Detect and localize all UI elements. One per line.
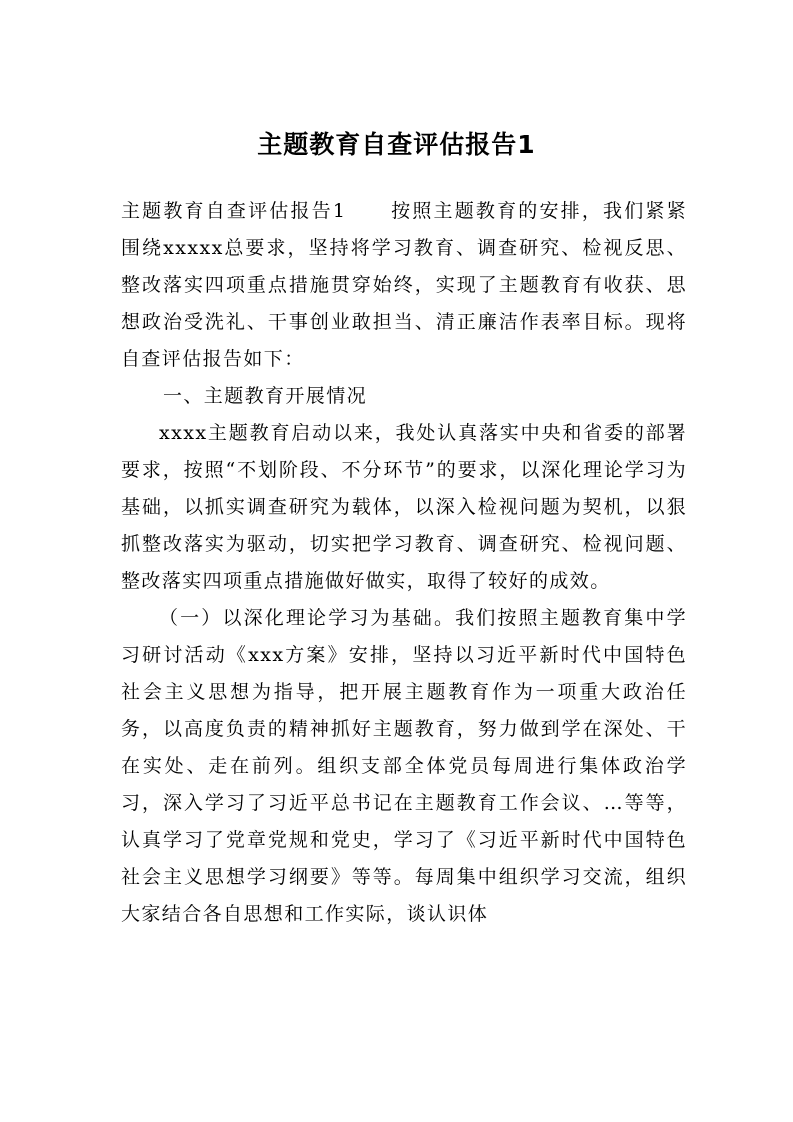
paragraph-1: xxxx主题教育启动以来，我处认真落实中央和省委的部署要求，按照“不划阶段、不分环节”的要求，以深化理论学习为基础，以抓实调查研究为载体，以深入检视问题为契机，以狠抓整改落实为驱动，切实把学习教育、调查研究、检视问题、整改落实四项重点措施做好做实，取得了较好的成效。: [121, 422, 687, 592]
document-title: 主题教育自查评估报告1: [257, 130, 536, 159]
intro-paragraph: [121, 193, 687, 378]
section-heading-1: 一、主题教育开展情况: [163, 385, 368, 407]
intro-heading-text: 主题教育自查评估报告1: [121, 200, 347, 222]
intro-body-text: 按照主题教育的安排，我们紧紧围绕xxxxx总要求，坚持将学习教育、调查研究、检视反思、整改落实四项重点措施贯穿始终，实现了主题教育有收获、思想政治受洗礼、干事创业敢担当、清正廉洁作表率目标。现将自查评估报告如下：: [121, 200, 687, 370]
document-body: [121, 193, 687, 933]
paragraph-2: （一）以深化理论学习为基础。我们按照主题教育集中学习研讨活动《xxx方案》安排，坚持以习近平新时代中国特色社会主义思想为指导，把开展主题教育作为一项重大政治任务，以高度负责的精神抓好主题教育，努力做到学在深处、干在实处、走在前列。组织支部全体党员每周进行集体政治学习，深入学习了习近平总书记在主题教育工作会议、…等等，认真学习了党章党规和党史，学习了《习近平新时代中国特色社会主义思想学习纲要》等等。每周集中组织学习交流，组织大家结合各自思想和工作实际，谈认识体: [121, 607, 687, 925]
